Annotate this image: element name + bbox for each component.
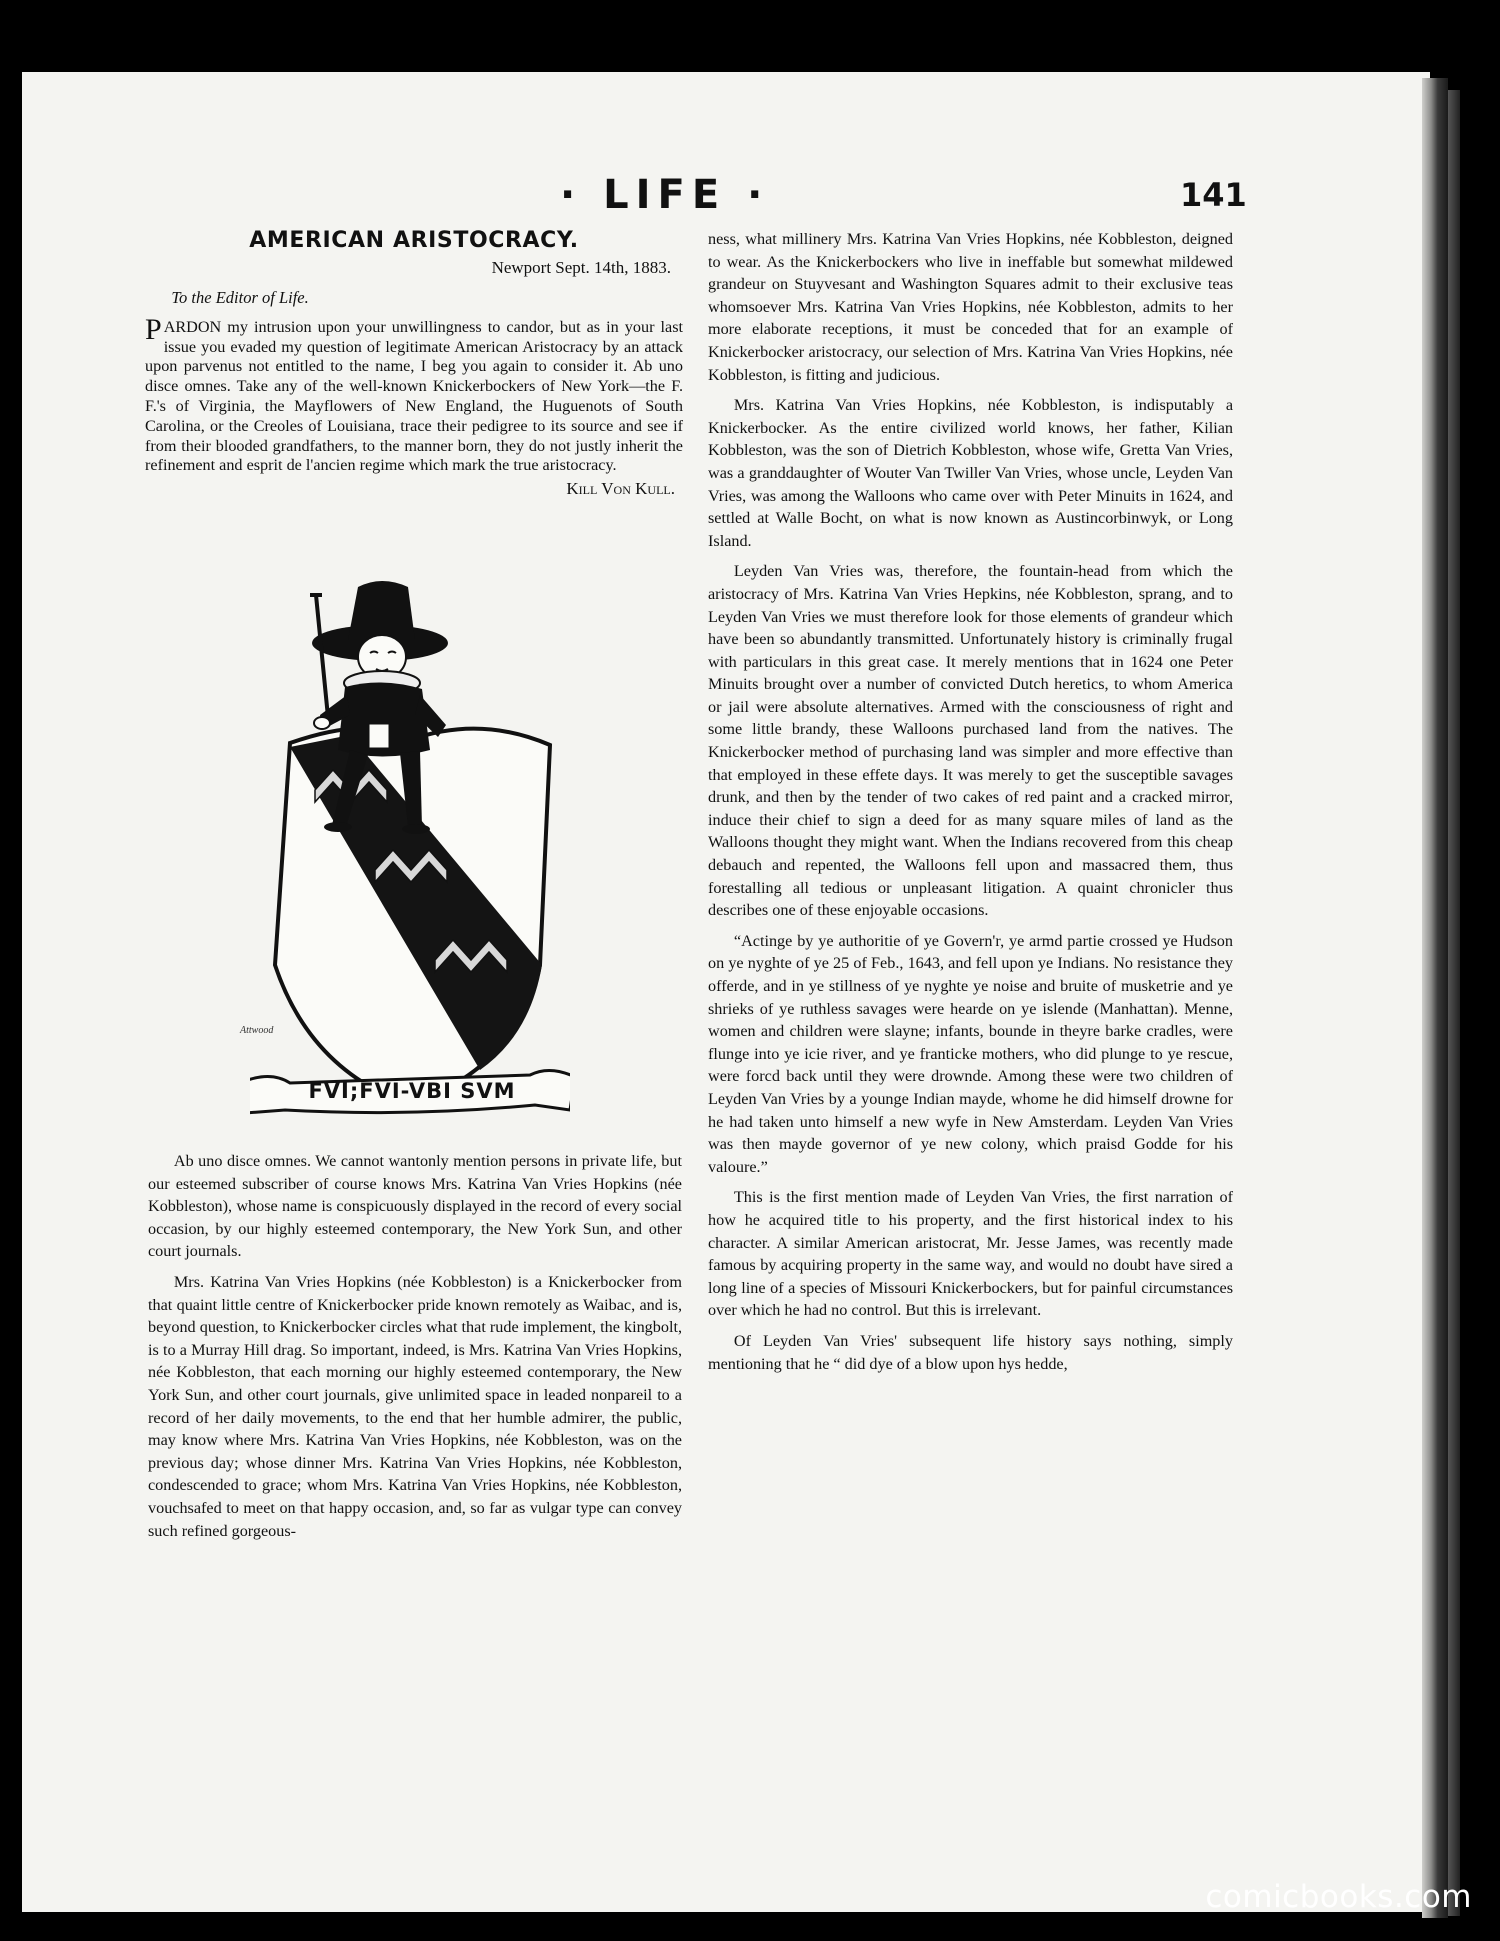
letter-signature: Kill Von Kull.	[566, 479, 675, 499]
site-watermark: comicbooks.com	[1205, 1879, 1472, 1915]
article-paragraph: Leyden Van Vries was, therefore, the fountain-head from which the aristocracy of Mrs. Katrina Van Vries Hepkins, née Kobbleston, sprang, and to Leyden Van Vries we must therefore look for those elements of grandeur which have been so abundantly transmitted. Unfortunately history is criminally frugal with particulars in this great case. It merely mentions that in 1624 one Peter Minuits brought over a number of convicted Dutch heretics, to whom America or jail were absolute alternatives. Armed with the consciousness of right and some little brandy, these Walloons purchased land from the natives. The Knickerbocker method of purchasing land was simpler and more effective than that employed in these effete days. It was merely to get the susceptible savages drunk, and then by the tender of two cakes of red paint and a cracked mirror, induce their chief to sign a deed for as many square miles of land as the Walloons thought they might want. When the Indians recovered from this cheap debauch and repented, the Walloons fell upon and massacred them, thus forestalling all tedious or unpleasant litigation. A quaint chronicler thus describes one of these enjoyable occasions.	[708, 562, 1233, 920]
binding-shadow	[1448, 90, 1460, 1916]
article-paragraph: This is the first mention made of Leyden Van Vries, the first narration of how he acquired title to his property, and the first historical index to his character. A similar American aristocrat, Mr. Jesse James, was recently made famous by acquiring property in the same way, and would no doubt have sired a long line of a species of Missouri Knickerbockers, but for painful circumstances over which he had no control. But this is irrelevant.	[708, 1188, 1233, 1320]
article-headline: AMERICAN ARISTOCRACY.	[249, 228, 579, 253]
masthead-title: · LIFE ·	[560, 172, 770, 218]
article-paragraph: Of Leyden Van Vries' subsequent life history says nothing, simply mentioning that he “ did dye of a blow upon hys hedde,	[708, 1331, 1233, 1373]
letter-to-editor	[145, 230, 683, 509]
drop-cap: P	[145, 312, 162, 346]
salutation: To the Editor of Life.	[171, 288, 309, 308]
article-column-left	[148, 1150, 682, 1550]
pipe-icon	[310, 595, 328, 717]
article-paragraph: Ab uno disce omnes. We cannot wantonly mention persons in private life, but our esteemed subscriber of course knows Mrs. Katrina Van Vries Hopkins (née Kobbleston), whose name is conspicuously displayed in the record of every social occasion, by our highly esteemed contemporary, the New York Sun, and other court journals.	[148, 1152, 682, 1261]
page-stack-edge	[1422, 78, 1448, 1918]
page-number: 141	[1180, 176, 1247, 214]
coat-of-arms-illustration	[240, 565, 570, 1125]
letter-body	[145, 312, 683, 476]
article-column-right	[708, 228, 1233, 1383]
article-paragraph: ness, what millinery Mrs. Katrina Van Vries Hopkins, née Kobbleston, deigned to wear. As the Knickerbockers who live in ineffable but somewhat mildewed grandeur on Stuyvesant and Washington Squares admit to their exclusive teas whomsoever Mrs. Katrina Van Vries Hopkins, née Kobbleston, admits to her more elaborate receptions, it must be conceded that for an example of Knickerbocker aristocracy, our selection of Mrs. Katrina Van Vries Hopkins, née Kobbleston, is fitting and judicious.	[708, 230, 1233, 384]
article-paragraph: Mrs. Katrina Van Vries Hopkins (née Kobbleston) is a Knickerbocker from that quaint little centre of Knickerbocker pride known remotely as Waibac, and is, beyond question, to Knickerbocker circles what that rude implement, the kingbolt, is to a Murray Hill drag. So important, indeed, is Mrs. Katrina Van Vries Hopkins, née Kobbleston, that each morning our highly esteemed contemporary, the New York Sun, and other court journals, give unlimited space in leaded nonpareil to a record of her daily movements, to the end that her humble admirer, the public, may know where Mrs. Katrina Van Vries Hopkins, née Kobbleston, was on the previous day; whose dinner Mrs. Katrina Van Vries Hopkins, née Kobbleston, condescended to grace; whom Mrs. Katrina Van Vries Hopkins, née Kobbleston, vouchsafed to meet on that happy occasion, and, so far as vulgar type can convey such refined gorgeous-	[148, 1272, 682, 1540]
article-paragraph: Mrs. Katrina Van Vries Hopkins, née Kobbleston, is indisputably a Knickerbocker. As the entire civilized world knows, her father, Kilian Kobbleston, was the son of Dietrich Kobbleston, whose wife, Gretta Van Vries, was a granddaughter of Wouter Van Twiller Van Vries, whose uncle, Leyden Van Vries, was among the Walloons who came over with Peter Minuits in 1624, and settled at Walle Bocht, on what is now known as Austincorbinwyk, or Long Island.	[708, 396, 1233, 550]
dateline: Newport Sept. 14th, 1883.	[491, 257, 671, 277]
illustration-motto: FVI;FVI-VBI SVM	[308, 1079, 516, 1103]
artist-signature: Attwood	[240, 1025, 274, 1036]
letter-text: ARDON my intrusion upon your unwillingness to candor, but as in your last issue you evaded my question of legitimate American Aristocracy by an attack upon parvenus not entitled to the name, I beg you again to consider it. Ab uno disce omnes. Take any of the well-known Knickerbockers of New York—the F. F.'s of Virginia, the Mayflowers of New England, the Huguenots of South Carolina, or the Creoles of Louisiana, trace their pedigree to its source and see if from their blooded grandfathers, to the manner born, they do not justly inherit the refinement and esprit de l'ancien regime which mark the true aristocracy.	[145, 317, 683, 475]
article-quote: “Actinge by ye authoritie of ye Govern'r, ye armd partie crossed ye Hudson on ye nyghte of ye 25 of Feb., 1643, and fell upon ye Indians. No resistance they offerde, and in ye stillness of ye nyghte ye noise and bruite of musketrie and ye shrieks of ye ruthless savages were hearde on ye islende (Manhattan). Menne, women and children were slayne; infants, bounde in theyre barke cradles, were flunge into ye icie river, and ye franticke mothers, who did plunge to ye rescue, were forcd back until they were drownde. Among these were two children of Leyden Van Vries by a younge Indian mayde, whome he did himself drowne for he had taken unto himself a new wyfe in New Amsterdam. Leyden Van Vries was then mayde governor of ye new colony, which praisd Godde for his valoure.”	[708, 931, 1233, 1176]
coat-of-arms-drawing	[250, 565, 570, 1125]
